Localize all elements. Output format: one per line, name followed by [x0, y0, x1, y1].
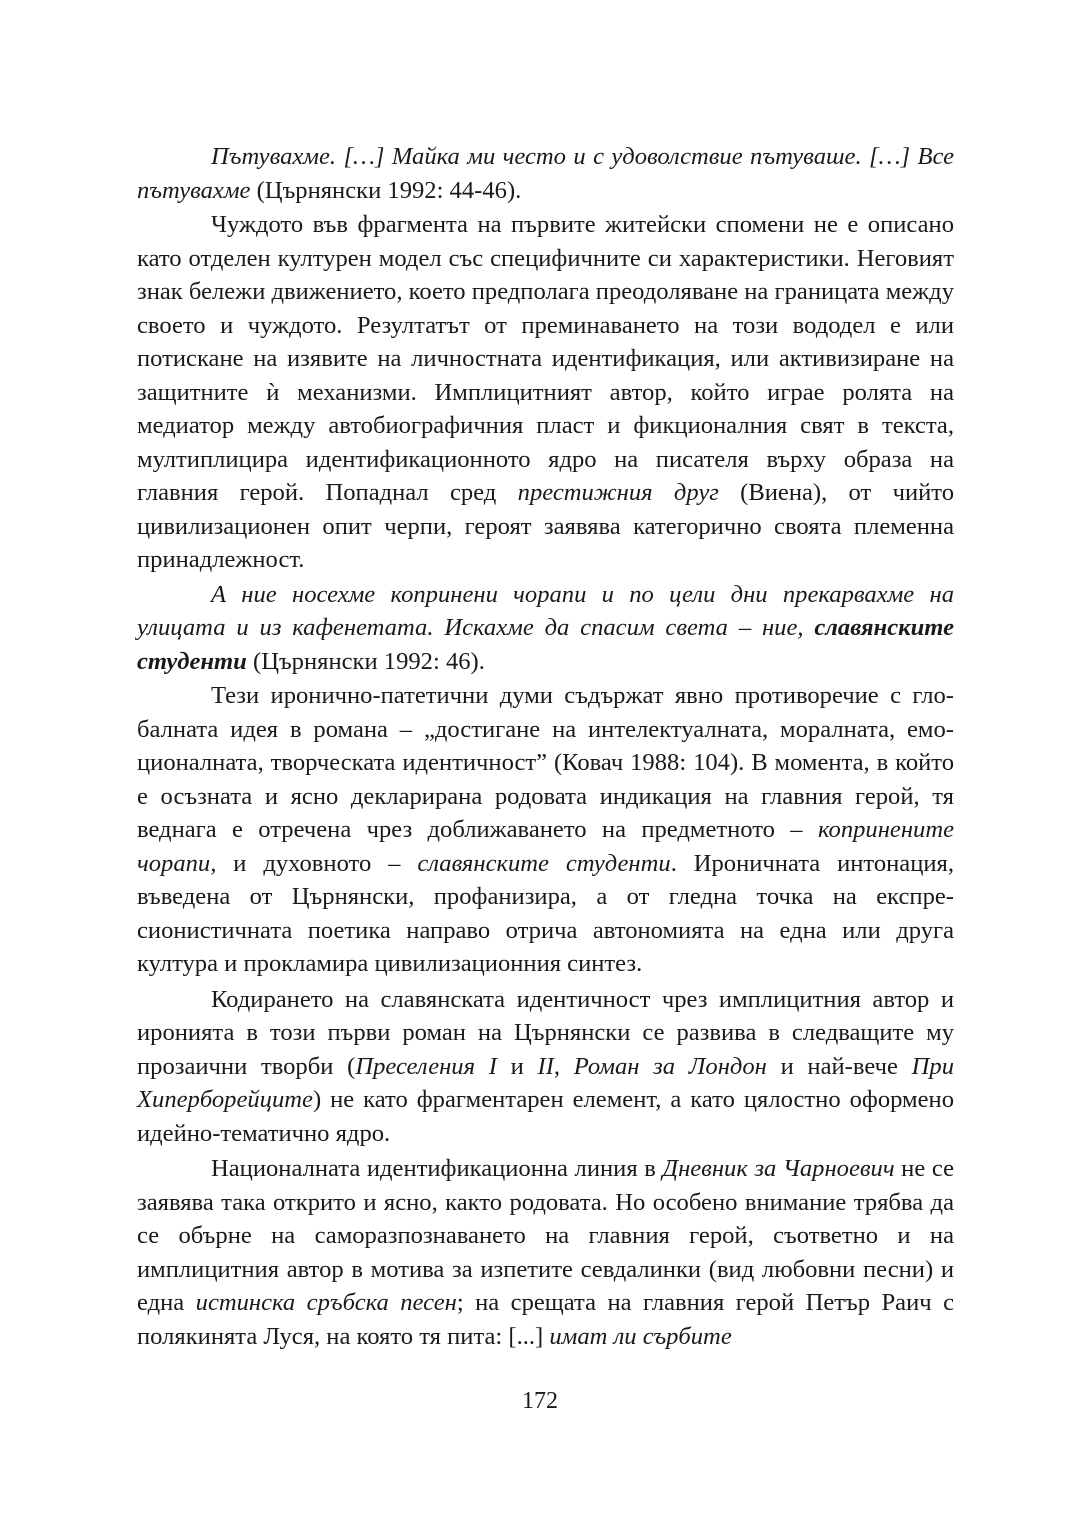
quote-text: имат ли сърбите — [549, 1322, 732, 1350]
paragraph-ironic-words: Тези иронично-патетични думи съдържат явно противоречие с глобалната идея в романа – „достигане на интелектуалната, моралната, емоционалната, творческата идентичност” (Ковач 1988: 104). В момента, в който е осъзната и ясно декларирана родовата индикация на главния герой, тя веднага е отречена чрез доближаването на предметното – копринените чорапи, и духовното – славянските студенти. Ироничната интонация, въведена от Църнянски, профанизира, а от гледна точка на експресионистичната поетика направо отрича автономията на една или друга култура и прокламира цивилизационния синтез. — [137, 682, 954, 977]
paragraph-coding-identity: Кодирането на славянската идентичност чрез имплицитния автор и иронията в този първи роман на Църнянски се развива в следващите му прозаични творби (Преселения I и II, Роман за Лондон и най-вече При Хиперборейците) не като фрагментарен елемент, а като цялостно оформено идейно-тематично ядро. — [137, 985, 954, 1147]
paragraph-foreign-model: Чуждото във фрагмента на първите житейски спомени не е описано като отделен културен модел със специфичните си характеристики. Неговият знак бележи движението, което предполага преодоляване на границата между своето и чуждото. Резултатът от преминаването на този вододел е или потискане на изявите на личностната идентификация, или активизиране на защитните ѝ механизми. Имплицитният автор, който играе ролята на медиатор между автобиографичния пласт и фикционалния свят в текста, мултиплицира идентификационното ядро на писателя върху образа на главния герой. Попаднал сред престижния друг (Виена), от чийто цивилизационен опит черпи, героят заявява категорично своята племенна принадлежност. — [137, 211, 954, 573]
citation: (Църнянски 1992: 44-46). — [250, 176, 522, 204]
emphasis-term: копринените чорапи, — [137, 816, 954, 877]
work-title: Дневник за Чарноевич — [662, 1155, 895, 1182]
work-title: II — [537, 1052, 554, 1080]
emphasis-term: престижния друг — [517, 479, 719, 506]
paragraph-national-line: Националната идентификационна линия в Дневник за Чарноевич не се заявява така открито и ясно, както родовата. Но особено внимание трябва да се обърне на саморазпознаването на главния герой, съответно и на имплицитния автор в мотива за изпетите севдалинки (вид любовни песни) и една истинска сръбска песен; на срещата на главния герой Петър Раич с полякинята Луся, на която тя пита: [...] имат ли сърбите — [137, 1155, 954, 1350]
emphasis-term: истинска сръбска песен — [195, 1289, 457, 1316]
work-title: При Хиперборейците — [137, 1052, 954, 1113]
quote-text: Пътувахме. […] Майка ми често и с удоволствие пътуваше. […] Все пътувахме — [137, 143, 954, 204]
emphasis-term: славянските студенти — [417, 849, 671, 877]
citation: (Църнянски 1992: 46). — [246, 647, 485, 675]
page-number: 172 — [522, 1388, 558, 1414]
quote-text: А ние носехме копринени чорапи и по цели дни прекарвахме на улицата и из кафенетата. Искахме да спасим света – ние, — [137, 580, 954, 641]
work-title: Роман за Лондон — [573, 1052, 767, 1080]
quote-emphasis-bold: славянските студенти — [137, 614, 954, 675]
paragraph-quote-students — [137, 578, 954, 679]
page-body — [137, 140, 954, 1353]
work-title: Преселения I — [355, 1052, 497, 1080]
paragraph-quote-travel — [137, 140, 954, 207]
